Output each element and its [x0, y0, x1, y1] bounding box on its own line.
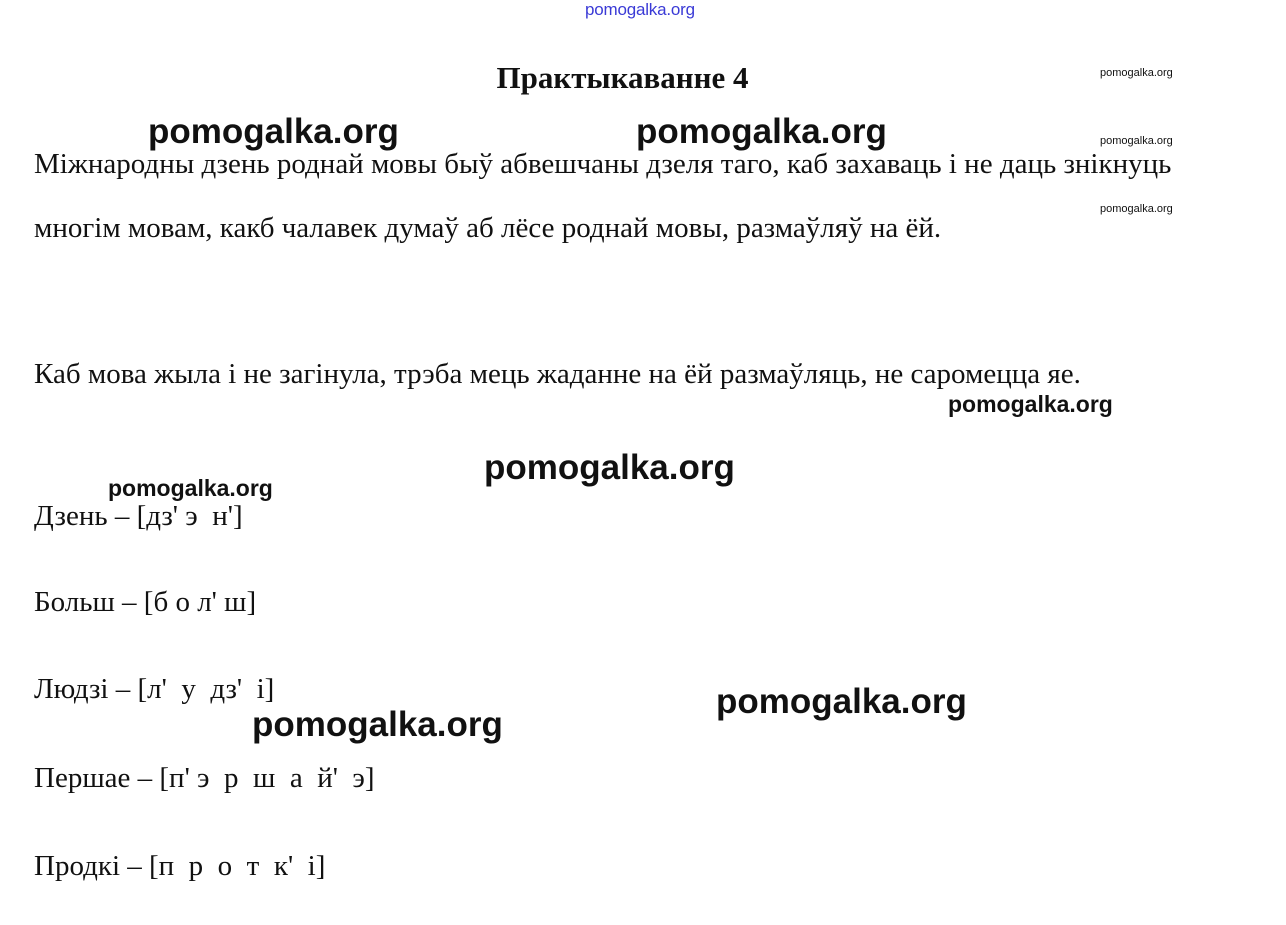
transcription-line: Больш – [б о л' ш]	[34, 586, 257, 618]
watermark: pomogalka.org	[1100, 135, 1173, 147]
page-title: Практыкаванне 4	[496, 60, 749, 95]
watermark: pomogalka.org	[716, 682, 967, 721]
paragraph-1: Міжнародны дзень роднай мовы быў абвешчаны дзеля таго, каб захаваць і не даць знікнуць многім мовам, какб чалавек думаў аб лёсе роднай мовы, размаўляў на ёй.	[34, 148, 1172, 244]
transcription-line: Першае – [п' э р ш а й' э]	[34, 762, 375, 794]
paragraph-2: Каб мова жыла і не загінула, трэба мець жаданне на ёй размаўляць, не саромецца яе.	[34, 358, 1081, 390]
watermark: pomogalka.org	[148, 112, 399, 151]
watermark: pomogalka.org	[252, 705, 503, 744]
watermark: pomogalka.org	[108, 475, 273, 501]
watermark: pomogalka.org	[1100, 67, 1173, 79]
watermark: pomogalka.org	[948, 391, 1113, 417]
transcription-line: Продкі – [п р о т к' і]	[34, 850, 326, 882]
transcription-line: Дзень – [дз' э н']	[34, 500, 243, 532]
watermark: pomogalka.org	[1100, 203, 1173, 215]
watermark: pomogalka.org	[636, 112, 887, 151]
watermark: pomogalka.org	[484, 448, 735, 487]
transcription-line: Людзі – [л' у дз' і]	[34, 673, 275, 705]
site-link[interactable]: pomogalka.org	[585, 0, 695, 19]
